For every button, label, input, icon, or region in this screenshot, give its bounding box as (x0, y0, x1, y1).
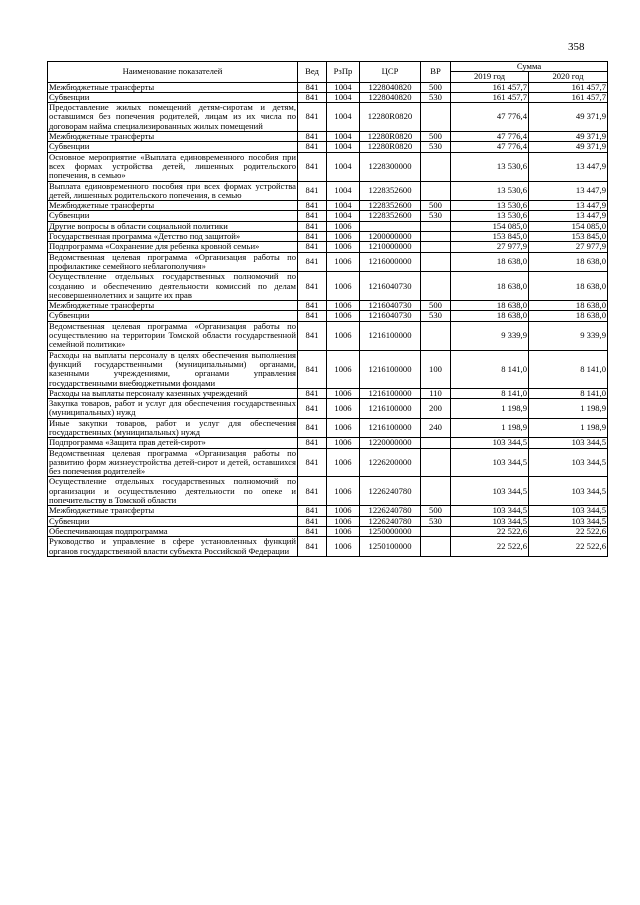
table-cell-2019: 1 198,9 (451, 418, 529, 438)
table-cell-csr: 1250000000 (360, 526, 421, 536)
table-cell-csr: 1228300000 (360, 152, 421, 181)
table-row (48, 418, 608, 438)
table-cell-csr: 1216100000 (360, 388, 421, 398)
table-cell-ved: 841 (298, 82, 327, 92)
table-cell-csr: 1200000000 (360, 232, 421, 242)
table-cell-ved: 841 (298, 242, 327, 252)
table-cell-rzpr: 1006 (327, 252, 360, 272)
table-cell-2019: 103 344,5 (451, 477, 529, 506)
table-cell-2019: 161 457,7 (451, 82, 529, 92)
table-cell-2020: 22 522,6 (529, 537, 608, 557)
table-cell-2019: 153 845,0 (451, 232, 529, 242)
table-cell-2020: 103 344,5 (529, 516, 608, 526)
table-cell-name: Расходы на выплаты персоналу в целях обеспечения выполнения функций государственными (муниципальными) органами, казенными учреждениями, органами управления государственными внебюджетными фондами (49, 350, 296, 388)
table-cell-2019: 18 638,0 (451, 272, 529, 301)
header-vr: ВР (421, 62, 451, 83)
table-cell-name: Выплата единовременного пособия при всех формах устройства детей, лишенных родительского попечения, в семью (49, 181, 296, 200)
table-cell-rzpr: 1004 (327, 152, 360, 181)
table-cell-csr: 1216100000 (360, 321, 421, 350)
table-cell-vr: 530 (421, 211, 451, 221)
table-cell-rzpr: 1004 (327, 142, 360, 152)
table-cell-vr (421, 221, 451, 231)
table-row (48, 448, 608, 477)
table-cell-ved: 841 (298, 272, 327, 301)
table-cell-2019: 103 344,5 (451, 516, 529, 526)
table-cell-ved: 841 (298, 142, 327, 152)
table-cell-name: Закупка товаров, работ и услуг для обеспечения государственных (муниципальных) нужд (49, 398, 296, 418)
table-cell-rzpr: 1006 (327, 388, 360, 398)
header-2020: 2020 год (529, 72, 608, 82)
table-cell-vr: 500 (421, 132, 451, 142)
table-cell-2019: 18 638,0 (451, 301, 529, 311)
table-row (48, 438, 608, 448)
table-cell-2019: 47 776,4 (451, 132, 529, 142)
table-row (48, 388, 608, 398)
table-cell-csr: 1226240780 (360, 477, 421, 506)
table-cell-2019: 1 198,9 (451, 399, 529, 419)
table-cell-vr (421, 252, 451, 272)
table-cell-2019: 13 530,6 (451, 152, 529, 181)
table-row (48, 301, 608, 311)
table-cell-2019: 9 339,9 (451, 321, 529, 350)
table-row (48, 181, 608, 201)
table-cell-rzpr: 1006 (327, 321, 360, 350)
table-cell-2020: 18 638,0 (529, 301, 608, 311)
table-cell-ved: 841 (298, 418, 327, 438)
table-cell-name: Расходы на выплаты персоналу казенных учреждений (48, 388, 298, 398)
table-cell-rzpr: 1004 (327, 82, 360, 92)
table-cell-2020: 1 198,9 (529, 399, 608, 419)
table-cell-name: Подпрограмма «Сохранение для ребенка кровной семьи» (48, 242, 298, 252)
table-cell-vr (421, 477, 451, 506)
table-cell-2020: 27 977,9 (529, 242, 608, 252)
table-row (48, 211, 608, 221)
table-cell-2019: 8 141,0 (451, 350, 529, 388)
table-cell-csr: 1226240780 (360, 506, 421, 516)
table-cell-csr: 1228352600 (360, 201, 421, 211)
table-cell-name: Субвенции (48, 211, 298, 221)
table-cell-ved: 841 (298, 221, 327, 231)
table-cell-vr (421, 321, 451, 350)
table-cell-rzpr: 1006 (327, 272, 360, 301)
table-cell-name: Предоставление жилых помещений детям-сиротам и детям, оставшимся без попечения родителей, лицам из их числа по договорам найма специализированных жилых помещений (49, 102, 296, 131)
table-cell-ved: 841 (298, 350, 327, 388)
table-cell-csr: 1210000000 (360, 242, 421, 252)
table-row (48, 506, 608, 516)
table-cell-vr (421, 448, 451, 477)
table-cell-2020: 49 371,9 (529, 103, 608, 132)
table-cell-name: Межбюджетные трансферты (48, 132, 298, 142)
table-cell-2019: 18 638,0 (451, 311, 529, 321)
table-cell-name: Осуществление отдельных государственных полномочий по организации и осуществлению деятельности по опеке и попечительству в Томской области (49, 476, 296, 506)
table-cell-2020: 13 447,9 (529, 201, 608, 211)
table-cell-2020: 8 141,0 (529, 388, 608, 398)
table-cell-csr: 1228040820 (360, 82, 421, 92)
table-row (48, 92, 608, 102)
table-cell-2020: 103 344,5 (529, 438, 608, 448)
header-name: Наименование показателей (48, 62, 298, 83)
table-cell-ved: 841 (298, 152, 327, 181)
table-cell-name: Основное мероприятие «Выплата единовременного пособия при всех формах устройства детей, лишенных родительского попечения, в семью» (49, 152, 296, 181)
table-cell-ved: 841 (298, 232, 327, 242)
table-cell-2020: 22 522,6 (529, 526, 608, 536)
table-row (48, 272, 608, 301)
table-cell-name: Межбюджетные трансферты (48, 82, 298, 92)
table-cell-name: Субвенции (48, 142, 298, 152)
table-cell-2020: 49 371,9 (529, 142, 608, 152)
table-cell-name: Ведомственная целевая программа «Организация работы по развитию форм жизнеустройства детей-сирот и детей, оставшихся без попечения родителей» (49, 448, 296, 477)
table-cell-vr: 500 (421, 82, 451, 92)
table-cell-rzpr: 1004 (327, 132, 360, 142)
table-cell-csr: 1228352600 (360, 211, 421, 221)
table-cell-name: Межбюджетные трансферты (48, 201, 298, 211)
table-cell-ved: 841 (298, 506, 327, 516)
table-cell-csr: 1228040820 (360, 92, 421, 102)
table-cell-vr (421, 232, 451, 242)
table-cell-name: Обеспечивающая подпрограмма (48, 526, 298, 536)
table-cell-ved: 841 (298, 477, 327, 506)
table-cell-vr: 500 (421, 506, 451, 516)
table-cell-vr: 100 (421, 350, 451, 388)
table-cell-ved: 841 (298, 321, 327, 350)
table-cell-name: Государственная программа «Детство под защитой» (48, 232, 298, 242)
table-cell-rzpr: 1006 (327, 399, 360, 419)
header-2019: 2019 год (451, 72, 529, 82)
table-cell-2019: 103 344,5 (451, 448, 529, 477)
table-row (48, 142, 608, 152)
table-cell-csr: 1250100000 (360, 537, 421, 557)
table-cell-csr: 1216100000 (360, 399, 421, 419)
table-cell-ved: 841 (298, 301, 327, 311)
table-row (48, 82, 608, 92)
table-cell-rzpr: 1006 (327, 516, 360, 526)
table-cell-csr: 1228352600 (360, 181, 421, 201)
table-cell-2020: 13 447,9 (529, 181, 608, 201)
table-row (48, 537, 608, 557)
table-cell-ved: 841 (298, 181, 327, 201)
table-cell-2020: 13 447,9 (529, 152, 608, 181)
table-cell-2020: 9 339,9 (529, 321, 608, 350)
table-row (48, 152, 608, 181)
table-cell-ved: 841 (298, 516, 327, 526)
table-cell-2019: 27 977,9 (451, 242, 529, 252)
table-cell-ved: 841 (298, 438, 327, 448)
table-cell-vr: 530 (421, 516, 451, 526)
table-cell-rzpr: 1004 (327, 103, 360, 132)
table-cell-vr: 500 (421, 301, 451, 311)
table-cell-name: Осуществление отдельных государственных полномочий по созданию и обеспечению деятельности комиссий по делам несовершеннолетних и защите их прав (49, 271, 296, 300)
table-cell-vr: 110 (421, 388, 451, 398)
table-cell-vr (421, 181, 451, 201)
table-cell-csr: 1216100000 (360, 418, 421, 438)
table-cell-2020: 49 371,9 (529, 132, 608, 142)
table-row (48, 350, 608, 388)
table-cell-2019: 13 530,6 (451, 181, 529, 201)
table-cell-name: Субвенции (48, 516, 298, 526)
table-cell-2019: 22 522,6 (451, 537, 529, 557)
table-cell-vr (421, 242, 451, 252)
table-cell-csr: 1216040730 (360, 272, 421, 301)
table-cell-ved: 841 (298, 537, 327, 557)
table-cell-rzpr: 1004 (327, 211, 360, 221)
header-sum: Сумма (451, 62, 608, 72)
table-cell-vr (421, 103, 451, 132)
table-cell-2019: 13 530,6 (451, 201, 529, 211)
table-cell-2019: 8 141,0 (451, 388, 529, 398)
table-cell-2020: 161 457,7 (529, 92, 608, 102)
table-cell-2019: 47 776,4 (451, 103, 529, 132)
table-cell-ved: 841 (298, 448, 327, 477)
table-cell-2019: 103 344,5 (451, 506, 529, 516)
table-cell-2020: 161 457,7 (529, 82, 608, 92)
table-cell-ved: 841 (298, 526, 327, 536)
table-cell-rzpr: 1006 (327, 350, 360, 388)
table-row (48, 526, 608, 536)
table-cell-2020: 103 344,5 (529, 477, 608, 506)
table-cell-name: Субвенции (48, 311, 298, 321)
table-cell-vr: 530 (421, 311, 451, 321)
table-cell-2019: 18 638,0 (451, 252, 529, 272)
table-cell-rzpr: 1006 (327, 526, 360, 536)
table-cell-rzpr: 1006 (327, 242, 360, 252)
table-cell-vr: 500 (421, 201, 451, 211)
table-cell-vr (421, 152, 451, 181)
table-cell-rzpr: 1006 (327, 221, 360, 231)
table-cell-rzpr: 1006 (327, 537, 360, 557)
table-cell-rzpr: 1006 (327, 311, 360, 321)
table-body (48, 82, 608, 556)
table-row (48, 477, 608, 506)
table-cell-2020: 18 638,0 (529, 272, 608, 301)
table-cell-csr: 12280R0820 (360, 103, 421, 132)
table-cell-ved: 841 (298, 92, 327, 102)
table-row (48, 311, 608, 321)
table-cell-csr: 12280R0820 (360, 142, 421, 152)
table-cell-vr (421, 272, 451, 301)
table-cell-2019: 154 085,0 (451, 221, 529, 231)
table-row (48, 516, 608, 526)
table-cell-2019: 47 776,4 (451, 142, 529, 152)
table-cell-rzpr: 1006 (327, 448, 360, 477)
table-cell-name: Ведомственная целевая программа «Организация работы по осуществлению на территории Томской области государственной семейной политики» (49, 321, 296, 350)
table-cell-vr: 240 (421, 418, 451, 438)
table-cell-2020: 8 141,0 (529, 350, 608, 388)
table-cell-ved: 841 (298, 103, 327, 132)
table-cell-ved: 841 (298, 399, 327, 419)
table-row (48, 242, 608, 252)
table-cell-csr: 12280R0820 (360, 132, 421, 142)
table-cell-name: Межбюджетные трансферты (48, 301, 298, 311)
table-cell-csr: 1226240780 (360, 516, 421, 526)
table-cell-rzpr: 1004 (327, 181, 360, 201)
table-cell-vr (421, 526, 451, 536)
header-rzpr: РзПр (327, 62, 360, 83)
table-cell-name: Подпрограмма «Защита прав детей-сирот» (48, 438, 298, 448)
table-cell-csr (360, 221, 421, 231)
page-number: 358 (568, 41, 585, 53)
table-cell-csr: 1220000000 (360, 438, 421, 448)
table-cell-2020: 1 198,9 (529, 418, 608, 438)
table-cell-2020: 154 085,0 (529, 221, 608, 231)
table-cell-csr: 1216000000 (360, 252, 421, 272)
table-cell-ved: 841 (298, 252, 327, 272)
table-row (48, 399, 608, 419)
table-cell-2020: 18 638,0 (529, 311, 608, 321)
table-cell-vr: 530 (421, 92, 451, 102)
table-cell-2019: 22 522,6 (451, 526, 529, 536)
table-cell-name: Другие вопросы в области социальной политики (48, 221, 298, 231)
table-row (48, 221, 608, 231)
table-cell-vr: 200 (421, 399, 451, 419)
table-cell-name: Иные закупки товаров, работ и услуг для обеспечения государственных (муниципальных) нужд (49, 418, 296, 437)
table-row (48, 252, 608, 272)
table-row (48, 201, 608, 211)
table-cell-2019: 103 344,5 (451, 438, 529, 448)
table-row (48, 103, 608, 132)
table-cell-vr (421, 438, 451, 448)
table-cell-rzpr: 1004 (327, 92, 360, 102)
table-cell-2020: 18 638,0 (529, 252, 608, 272)
table-cell-name: Ведомственная целевая программа «Организация работы по профилактике семейного неблагополучия» (49, 252, 296, 271)
table-row (48, 132, 608, 142)
table-cell-2020: 13 447,9 (529, 211, 608, 221)
table-cell-ved: 841 (298, 388, 327, 398)
table-cell-2020: 103 344,5 (529, 448, 608, 477)
table-cell-ved: 841 (298, 201, 327, 211)
table-cell-vr: 530 (421, 142, 451, 152)
table-cell-ved: 841 (298, 132, 327, 142)
table-cell-ved: 841 (298, 311, 327, 321)
table-cell-rzpr: 1006 (327, 301, 360, 311)
table-cell-rzpr: 1006 (327, 506, 360, 516)
table-cell-csr: 1216100000 (360, 350, 421, 388)
table-cell-2019: 161 457,7 (451, 92, 529, 102)
table-row (48, 232, 608, 242)
header-ved: Вед (298, 62, 327, 83)
table-cell-csr: 1216040730 (360, 311, 421, 321)
table-cell-2020: 103 344,5 (529, 506, 608, 516)
table-cell-2019: 13 530,6 (451, 211, 529, 221)
table-cell-rzpr: 1004 (327, 201, 360, 211)
table-cell-vr (421, 537, 451, 557)
table-cell-rzpr: 1006 (327, 438, 360, 448)
budget-table (47, 61, 608, 557)
header-csr: ЦСР (360, 62, 421, 83)
table-cell-csr: 1226200000 (360, 448, 421, 477)
table-cell-name: Руководство и управление в сфере установленных функций органов государственной власти субъекта Российской Федерации (49, 536, 296, 556)
table-cell-name: Межбюджетные трансферты (48, 506, 298, 516)
table-row (48, 321, 608, 350)
table-cell-csr: 1216040730 (360, 301, 421, 311)
table-cell-2020: 153 845,0 (529, 232, 608, 242)
table-cell-rzpr: 1006 (327, 232, 360, 242)
table-cell-ved: 841 (298, 211, 327, 221)
table-cell-name: Субвенции (48, 92, 298, 102)
table-cell-rzpr: 1006 (327, 418, 360, 438)
table-cell-rzpr: 1006 (327, 477, 360, 506)
